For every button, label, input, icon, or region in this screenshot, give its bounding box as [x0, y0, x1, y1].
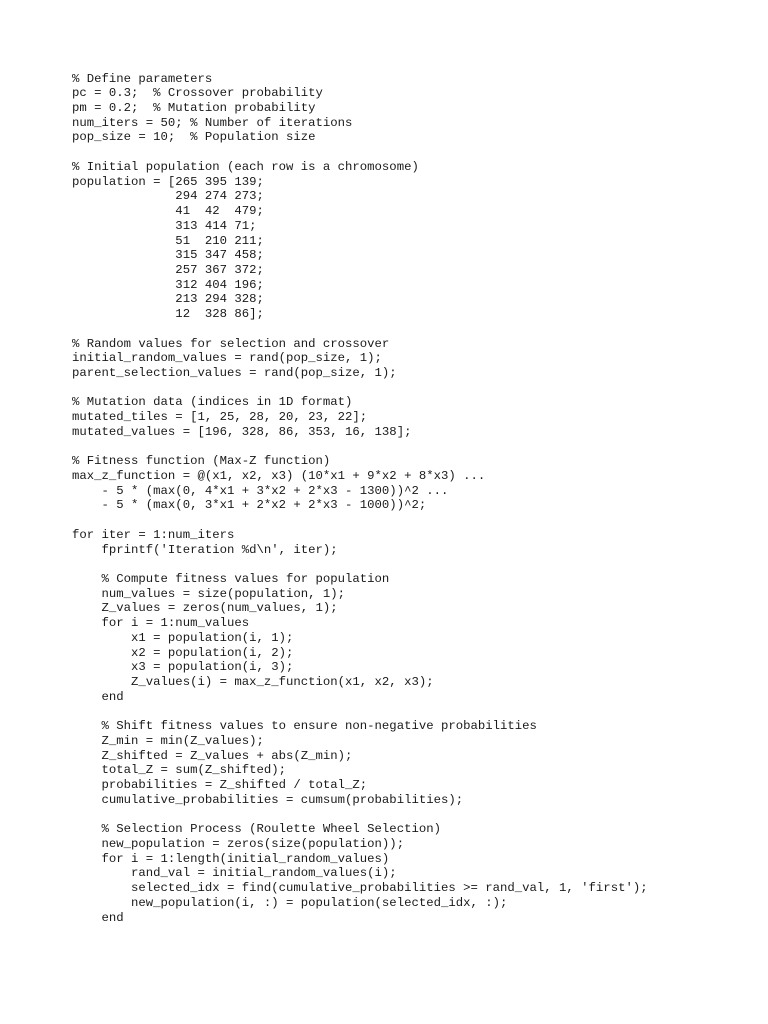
code-line: 213 294 328; [72, 292, 264, 307]
code-line: Z_values = zeros(num_values, 1); [72, 601, 338, 616]
code-line: num_iters = 50; % Number of iterations [72, 115, 353, 130]
code-line: for iter = 1:num_iters [72, 527, 235, 542]
code-line: x3 = population(i, 3); [72, 660, 294, 675]
code-line: new_population = zeros(size(population)); [72, 836, 405, 851]
code-line: 312 404 196; [72, 277, 264, 292]
code-line: pm = 0.2; % Mutation probability [72, 101, 316, 116]
code-line: % Shift fitness values to ensure non-negative probabilities [72, 719, 537, 734]
code-line: mutated_values = [196, 328, 86, 353, 16, 138]; [72, 424, 412, 439]
code-line: max_z_function = @(x1, x2, x3) (10*x1 + 9*x2 + 8*x3) ... [72, 469, 486, 483]
code-line: population = [265 395 139; [72, 174, 264, 189]
code-line: % Random values for selection and crossover [72, 336, 390, 351]
code-line: 41 42 479; [72, 204, 264, 219]
code-line [72, 145, 648, 160]
code-line: pc = 0.3; % Crossover probability [72, 86, 323, 101]
code-line: % Define parameters [72, 71, 213, 86]
code-line: % Mutation data (indices in 1D format) [72, 395, 353, 410]
code-line: x1 = population(i, 1); [72, 630, 294, 645]
code-line: cumulative_probabilities = cumsum(probabilities); [72, 792, 464, 807]
code-line: 313 414 71; [72, 218, 257, 233]
code-line [72, 440, 648, 455]
code-line: % Fitness function (Max-Z function) [72, 454, 331, 469]
code-line: - 5 * (max(0, 3*x1 + 2*x2 + 2*x3 - 1000))^2; [72, 498, 427, 513]
code-line: % Initial population (each row is a chromosome) [72, 159, 419, 174]
code-line [72, 381, 648, 396]
code-line: total_Z = sum(Z_shifted); [72, 763, 287, 778]
code-line [72, 705, 648, 720]
code-line: 12 328 86]; [72, 307, 264, 322]
code-line: new_population(i, :) = population(selected_idx, :); [72, 895, 508, 910]
code-line [72, 322, 648, 337]
code-line: 257 367 372; [72, 262, 264, 277]
code-line: 294 274 273; [72, 189, 264, 204]
code-line: end [72, 910, 124, 925]
code-line: Z_shifted = Z_values + abs(Z_min); [72, 748, 353, 763]
code-line: pop_size = 10; % Population size [72, 130, 316, 145]
code-line: num_values = size(population, 1); [72, 586, 346, 601]
code-line: 315 347 458; [72, 248, 264, 263]
code-line: probabilities = Z_shifted / total_Z; [72, 778, 368, 793]
code-line: mutated_tiles = [1, 25, 28, 20, 23, 22]; [72, 410, 368, 425]
code-line: for i = 1:length(initial_random_values) [72, 851, 390, 866]
code-line [72, 557, 648, 572]
code-line: 51 210 211; [72, 233, 264, 248]
code-line: rand_val = initial_random_values(i); [72, 866, 397, 881]
code-line: parent_selection_values = rand(pop_size, 1); [72, 365, 397, 380]
code-line: Z_min = min(Z_values); [72, 733, 264, 748]
code-line: initial_random_values = rand(pop_size, 1); [72, 351, 382, 366]
code-line: for i = 1:num_values [72, 616, 250, 631]
code-line: x2 = population(i, 2); [72, 645, 294, 660]
code-line: % Compute fitness values for population [72, 572, 390, 587]
code-listing [72, 72, 648, 926]
code-line [72, 808, 648, 823]
code-line: % Selection Process (Roulette Wheel Selection) [72, 822, 441, 837]
code-line [72, 513, 648, 528]
code-line: Z_values(i) = max_z_function(x1, x2, x3); [72, 675, 434, 690]
code-line: selected_idx = find(cumulative_probabilities >= rand_val, 1, 'first'); [72, 881, 648, 896]
code-line: - 5 * (max(0, 4*x1 + 3*x2 + 2*x3 - 1300))^2 ... [72, 483, 449, 498]
code-line: end [72, 689, 124, 704]
code-line: fprintf('Iteration %d\n', iter); [72, 542, 338, 557]
